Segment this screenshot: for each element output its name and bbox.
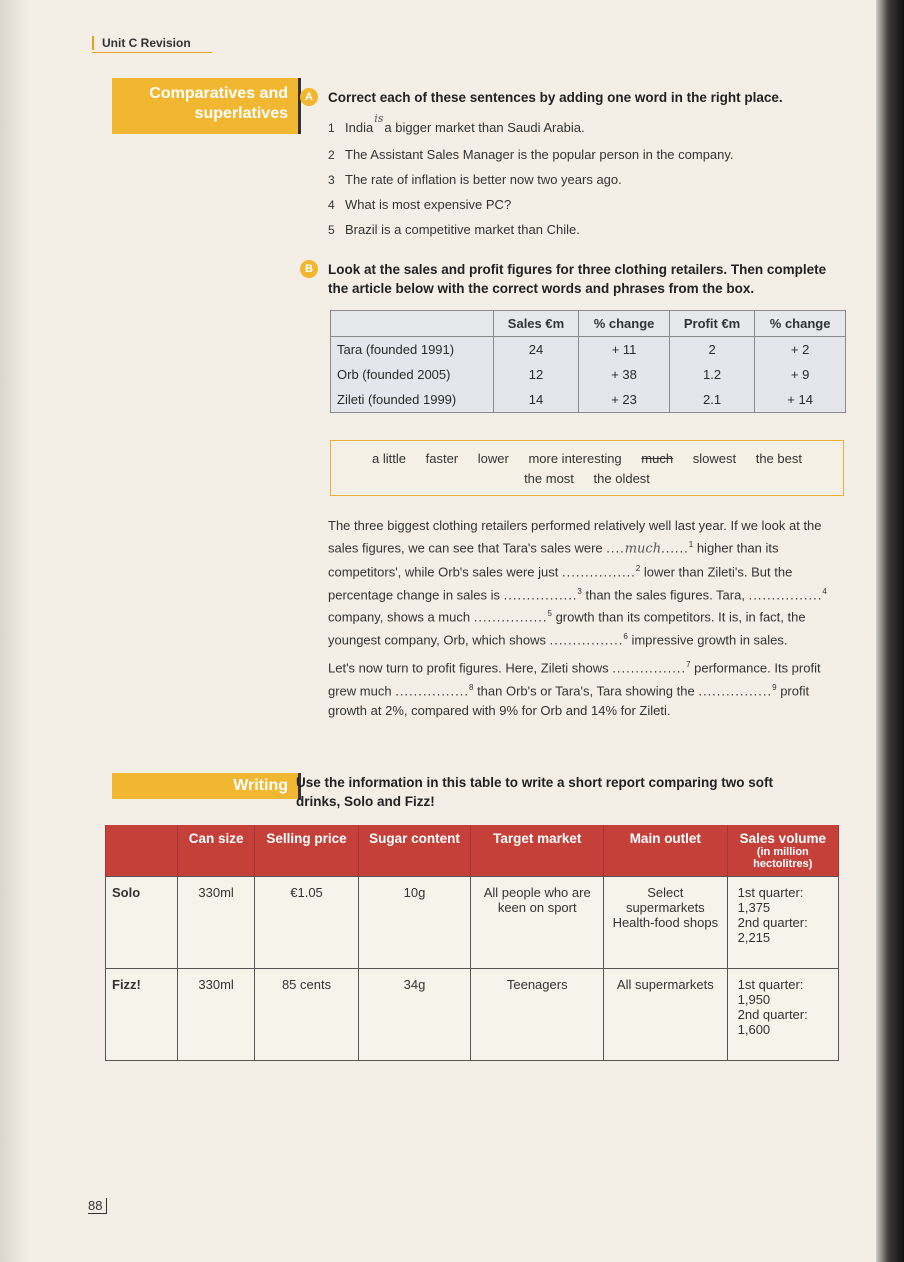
book-gutter	[0, 0, 32, 1262]
blank-gap: ................	[562, 564, 636, 580]
table-header-cell: Sales €m	[493, 311, 578, 337]
table-cell: Fizz!	[106, 969, 178, 1061]
table-header-cell: Selling price	[255, 825, 358, 877]
table-cell: 1.2	[669, 362, 754, 387]
exercise-marker-b: B	[300, 260, 318, 278]
gap-number: 5	[547, 609, 552, 619]
sentence-number: 4	[328, 198, 335, 212]
exercise-b-instruction: Look at the sales and profit figures for three clothing retailers. Then complete the article below with the correct words and phrases from the box.	[328, 262, 827, 296]
table-header-cell: Target market	[471, 825, 604, 877]
table-header-cell: Profit €m	[669, 311, 754, 337]
article-text-segment: The three biggest clothing retailers performed relatively well last year. If we look at the sales figures, we can see that Tara's sales were	[328, 518, 822, 556]
table-header-cell: Sugar content	[358, 825, 471, 877]
quarter-value: 1,600	[737, 1022, 771, 1037]
table-cell: 85 cents	[255, 969, 358, 1061]
word-option: slowest	[692, 451, 737, 466]
sentence-text: The rate of inflation is better now two years ago.	[345, 172, 622, 187]
word-option: more interesting	[528, 451, 622, 466]
unit-label: Unit C Revision	[92, 36, 191, 50]
article-paragraph-1	[328, 516, 844, 649]
table-cell: 12	[493, 362, 578, 387]
quarter-label: 2nd quarter:	[737, 915, 808, 930]
table-row-fizz	[106, 969, 839, 1061]
table-row	[331, 387, 846, 413]
quarter-label: 2nd quarter:	[737, 1007, 808, 1022]
article-text-segment: Let's now turn to profit figures. Here, Zileti shows	[328, 660, 613, 676]
blank-gap: ................	[612, 660, 687, 676]
table-cell: + 2	[755, 337, 846, 363]
table-cell: 2	[669, 337, 754, 363]
table-cell: 14	[493, 387, 578, 413]
word-option: the best	[755, 451, 802, 466]
table-cell-outlet	[604, 877, 728, 969]
article-paragraph-2	[328, 655, 844, 720]
exercise-a-instruction: Correct each of these sentences by adding one word in the right place.	[328, 90, 783, 105]
article-text-segment: performance. Its profit grew much	[328, 660, 821, 699]
table-header-row	[106, 825, 839, 877]
word-option: the oldest	[593, 471, 650, 486]
article-text	[328, 516, 844, 726]
table-header-cell-sales	[727, 825, 838, 877]
table-cell: Teenagers	[471, 969, 604, 1061]
sales-header-sub: (in million hectolitres)	[753, 846, 813, 870]
gap-number: 2	[635, 563, 641, 573]
gap-number: 1	[688, 540, 694, 550]
quarter-value: 1,950	[737, 992, 771, 1007]
blank-gap: ................	[473, 609, 548, 625]
quarter-label: 1st quarter:	[737, 977, 804, 992]
gap-number: 9	[772, 683, 777, 693]
exercise-marker-a: A	[300, 88, 318, 106]
handwritten-insert: is	[374, 112, 384, 125]
handwritten-answer: much	[624, 541, 662, 557]
blank-gap: ................	[503, 586, 578, 602]
quarter-value: 1,375	[737, 900, 771, 915]
gap-number: 4	[822, 586, 827, 596]
writing-instruction: Use the information in this table to write a short report comparing two soft drinks, Solo and Fizz!	[296, 775, 774, 809]
unit-rule	[92, 52, 212, 53]
gap-number: 6	[623, 631, 628, 641]
word-option: faster	[425, 451, 459, 466]
sentence-number: 1	[328, 121, 335, 135]
table-header-row	[331, 311, 846, 337]
table-cell: 330ml	[177, 969, 255, 1061]
blank-gap: ......	[661, 540, 689, 556]
article-text-segment: lower than Zileti's. But the percentage change in sales is	[328, 564, 793, 602]
table-cell-sales	[727, 877, 838, 969]
table-header-cell: % change	[579, 311, 670, 337]
page-number: 88	[88, 1198, 107, 1214]
table-cell: + 9	[755, 362, 846, 387]
table-header-cell	[331, 311, 494, 337]
table-cell-sales	[727, 969, 838, 1061]
sentence-number: 2	[328, 148, 335, 162]
table-cell: €1.05	[255, 877, 358, 969]
outlet-line: Health-food shops	[612, 915, 719, 930]
sentence-1	[328, 112, 585, 135]
sentence-text-after: a bigger market than Saudi Arabia.	[384, 120, 585, 135]
word-option: the most	[524, 471, 574, 486]
blank-gap: ................	[748, 586, 823, 602]
table-cell: All people who are keen on sport	[471, 877, 604, 969]
table-cell: + 14	[755, 387, 846, 413]
table-cell: Zileti (founded 1999)	[331, 387, 494, 413]
article-text-segment: than Orb's or Tara's, Tara showing the	[473, 683, 699, 699]
sentence-text-before: India	[345, 120, 374, 135]
table-row-solo	[106, 877, 839, 969]
section-tab-writing: Writing	[112, 773, 301, 799]
table-cell: Orb (founded 2005)	[331, 362, 494, 387]
article-text-segment: company, shows a much	[328, 609, 474, 625]
blank-gap: ................	[549, 632, 624, 648]
sentence-2	[328, 147, 734, 162]
table-cell: 34g	[358, 969, 471, 1061]
gap-number: 8	[469, 683, 474, 693]
table-cell: Solo	[106, 877, 178, 969]
sentence-text: Brazil is a competitive market than Chile.	[345, 222, 580, 237]
table-cell: Tara (founded 1991)	[331, 337, 494, 363]
sentence-number: 5	[328, 223, 335, 237]
article-text-segment: impressive growth in sales.	[627, 632, 788, 648]
blank-gap: ................	[698, 683, 773, 699]
table-row	[331, 337, 846, 363]
article-text-segment: profit growth at 2%, compared with 9% for Orb and 14% for Zileti.	[328, 683, 810, 718]
gap-number: 7	[686, 660, 691, 670]
table-header-cell: Can size	[177, 825, 255, 877]
outlet-line: All supermarkets	[616, 977, 714, 992]
blank-gap: ....	[606, 540, 625, 556]
table-cell: + 23	[579, 387, 670, 413]
article-text-segment: growth than its competitors. It is, in fact, the youngest company, Orb, which shows	[328, 609, 806, 648]
article-text-segment: higher than its competitors', while Orb's sales were just	[328, 540, 779, 580]
page-edge-shadow	[876, 0, 904, 1262]
table-cell: + 11	[579, 337, 670, 363]
word-option: lower	[477, 451, 509, 466]
sentence-5	[328, 222, 580, 237]
table-cell: 2.1	[669, 387, 754, 413]
gap-number: 3	[577, 586, 582, 596]
table-cell: 10g	[358, 877, 471, 969]
sales-header-label: Sales volume	[739, 831, 826, 846]
table-header-cell	[106, 825, 178, 877]
soft-drinks-table	[105, 825, 839, 1061]
word-option-used: much	[641, 451, 674, 466]
sales-profit-table	[330, 310, 846, 413]
quarter-value: 2,215	[737, 930, 771, 945]
table-header-cell: % change	[755, 311, 846, 337]
table-header-cell: Main outlet	[604, 825, 728, 877]
outlet-line: Select supermarkets	[625, 885, 705, 915]
sentence-3	[328, 172, 622, 187]
table-cell: 330ml	[177, 877, 255, 969]
sentence-number: 3	[328, 173, 335, 187]
sentence-text: The Assistant Sales Manager is the popular person in the company.	[345, 147, 734, 162]
table-cell-outlet	[604, 969, 728, 1061]
word-option: a little	[372, 451, 406, 466]
word-box	[330, 440, 844, 496]
sentence-text: What is most expensive PC?	[345, 197, 512, 212]
table-cell: 24	[493, 337, 578, 363]
table-cell: + 38	[579, 362, 670, 387]
blank-gap: ................	[395, 683, 469, 699]
section-tab-comparatives: Comparatives and superlatives	[112, 78, 301, 134]
sentence-4	[328, 197, 511, 212]
article-text-segment: than the sales figures. Tara,	[581, 586, 749, 602]
table-row	[331, 362, 846, 387]
quarter-label: 1st quarter:	[737, 885, 804, 900]
